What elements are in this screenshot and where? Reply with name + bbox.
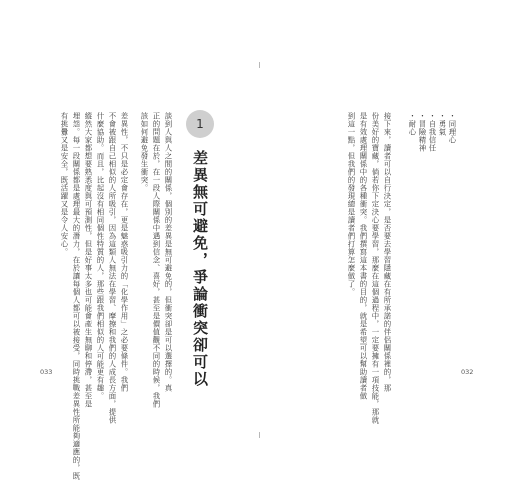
text-line: 不會被跟自己相似的人所吸引，因為這類人無法在學習、摩擦和我們的人成長方面，提供 [108,112,117,424]
chapter-title: 差異無可避免，爭論衝突卻可以 [191,150,209,388]
text-line: 該如何避免發生衝突。 [140,112,149,192]
text-line: 是有效處理關係中的各種衝突。我們撰寫這本書的目的，就是希望可以幫助讀者做 [359,112,368,400]
bullet-item: ・冒險精神 [418,112,427,152]
text-line: 什麼協助。而且，比起沒有相同個性特質的人，那些跟我們相似的人可能更有趣。 [96,112,105,400]
text-line: 談到人與人之間的關係，個別的差異是無可避免的，但衝突卻是可以選擇的。真 [164,112,173,392]
gutter-tick-bottom [259,432,260,438]
page-number: 032 [461,368,474,376]
text-line: 縱然大家都想要熟悉度與可預測性，但是好事太多也可能會產生無聊和停滯，甚至是 [84,112,93,408]
chapter-number-badge [186,110,214,138]
right-page [260,0,520,500]
text-line: 埋怨。每一段關係都是處理最大的潛力，在於讓每個人都可以被接受，同時挑戰差異性所能夠適應的，既 [72,112,81,480]
text-line: 差異性，不只是必定會存在，更是魅惑吸引力的「化學作用」之必要條件。我們 [120,112,129,392]
text-line: 到這一點，但我們的發現總是讀者們打算怎麼做了。 [347,112,356,296]
bullet-item: ・耐心 [408,112,417,136]
text-line: 份美好的寶藏，倘若你下定決心要學習，那麼在這個過程中，一定要擁有一項技能，那就 [371,112,380,424]
text-line: 接下來，讀者可以自行決定，是否要去學習隱藏在有所承諾的伴侶關係裡的，那 [383,112,392,392]
bullet-item: ・勇氣 [438,112,447,136]
chapter-number: 1 [196,117,204,131]
text-line: 正的問題在於，在一段人際關係中遇到信念、喜好，甚至是價值觀不同的時候，我們 [152,112,161,408]
text-line: 有挑釁又是安全，既活躍又是令人安心。 [60,112,69,256]
bullet-item: ・同理心 [448,112,457,144]
gutter-tick-top [259,62,260,68]
bullet-item: ・自我信任 [428,112,437,152]
page-number: 033 [40,368,53,376]
